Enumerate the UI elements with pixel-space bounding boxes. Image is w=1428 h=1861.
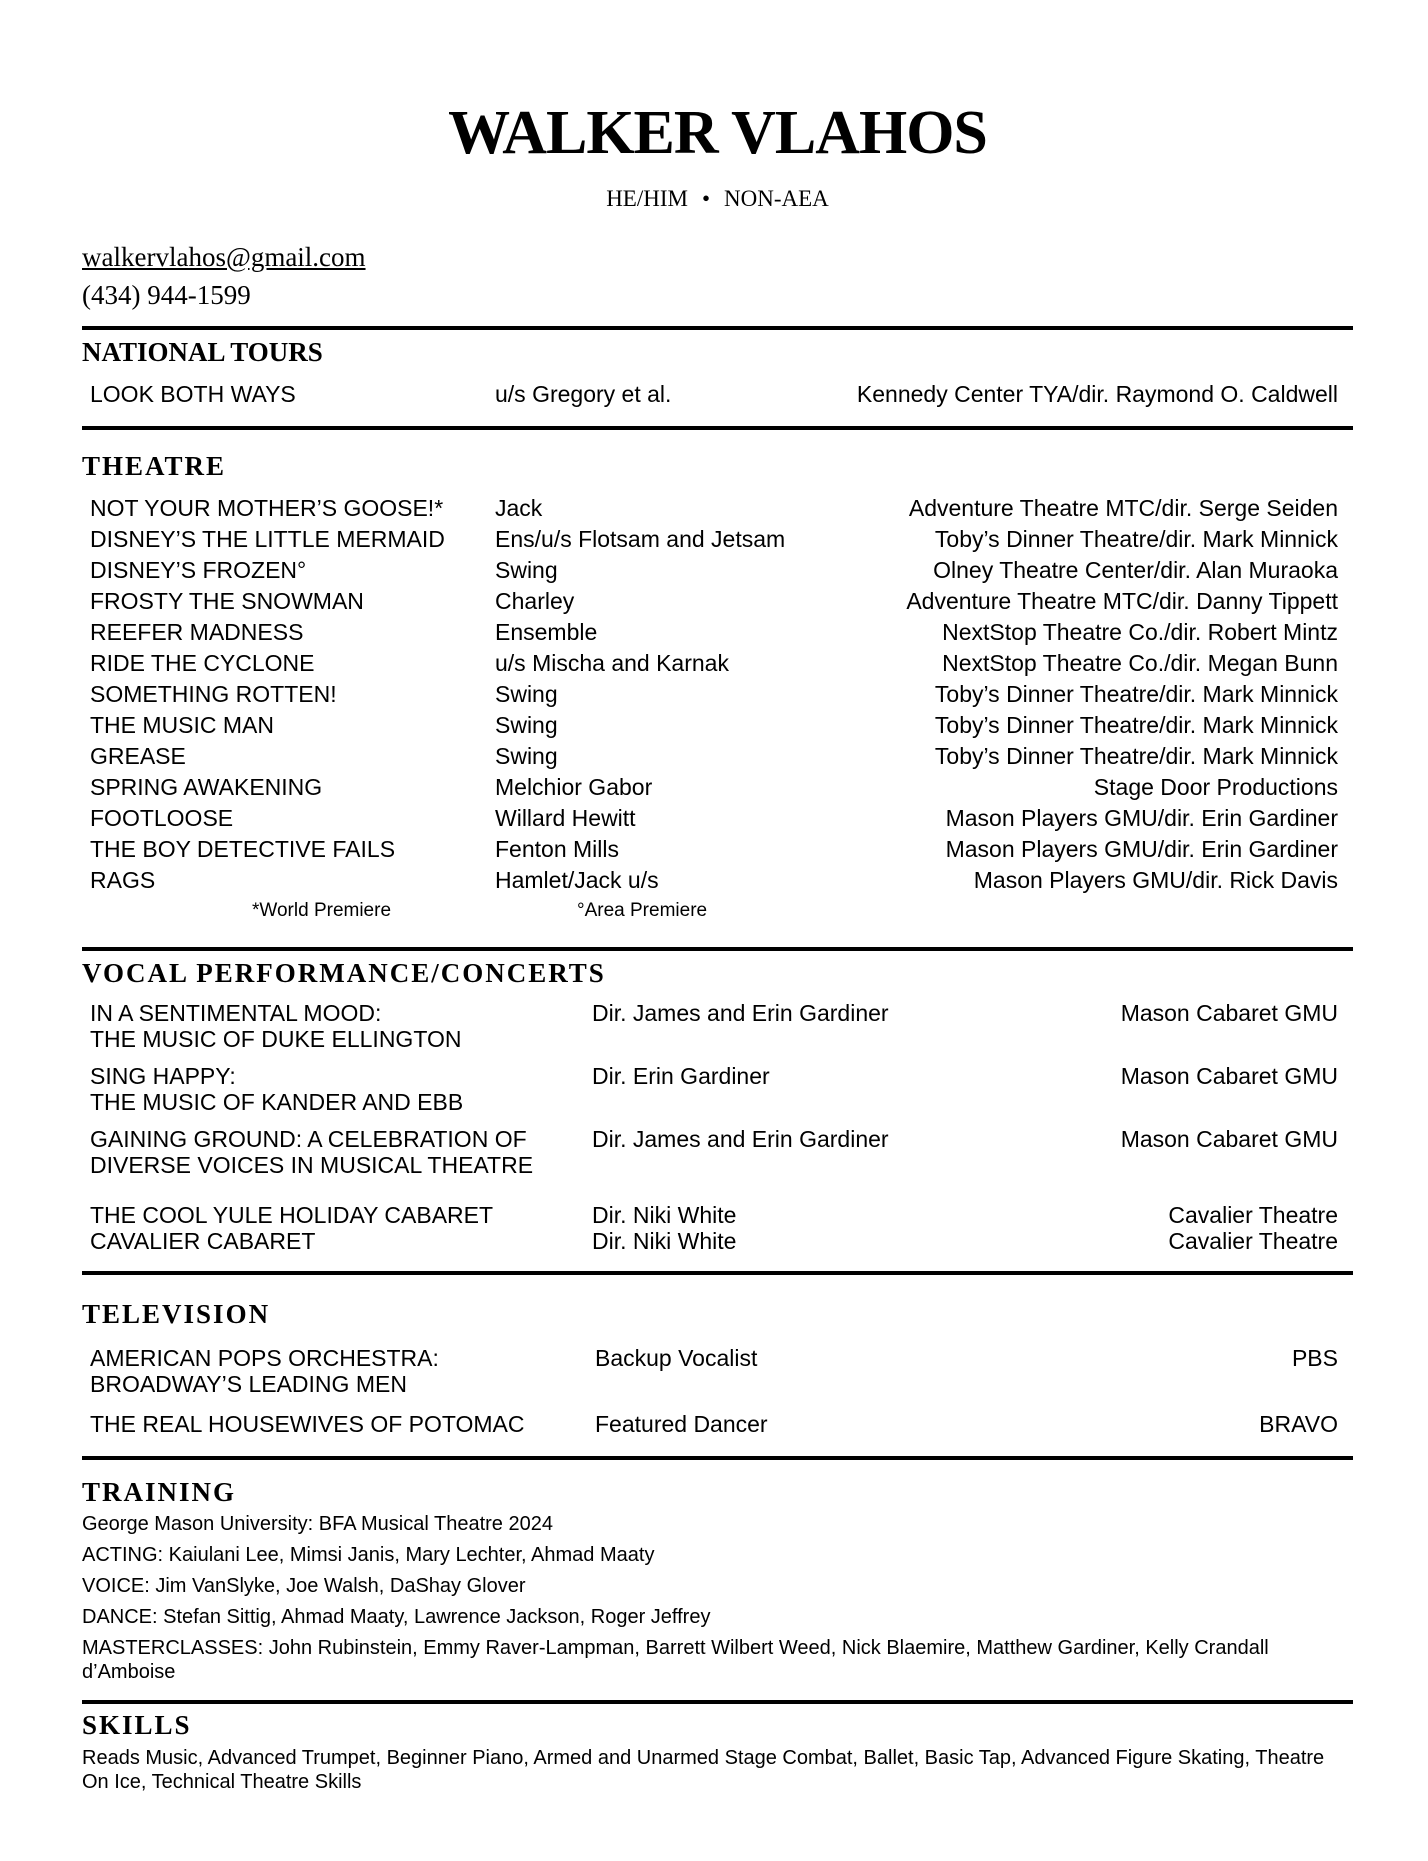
training-line: VOICE: Jim VanSlyke, Joe Walsh, DaShay Glover xyxy=(82,1575,526,1597)
concert-title-line: GAINING GROUND: A CELEBRATION OF xyxy=(90,1126,527,1152)
role: Jack xyxy=(495,495,543,521)
tv-role: Featured Dancer xyxy=(595,1411,768,1437)
role: u/s Gregory et al. xyxy=(495,381,672,407)
theatre-row xyxy=(90,834,1338,865)
venue: Toby’s Dinner Theatre/dir. Mark Minnick xyxy=(934,743,1338,769)
venue: Toby’s Dinner Theatre/dir. Mark Minnick xyxy=(934,712,1338,738)
concert-title-line: THE MUSIC OF KANDER AND EBB xyxy=(90,1089,464,1115)
theatre-row xyxy=(90,617,1338,648)
venue: Stage Door Productions xyxy=(1093,774,1338,800)
concert-title xyxy=(90,1063,463,1115)
venue: Mason Cabaret GMU xyxy=(1120,1000,1338,1026)
venue: Mason Cabaret GMU xyxy=(1120,1126,1338,1152)
section-title-theatre: THEATRE xyxy=(82,451,227,481)
director: Dir. James and Erin Gardiner xyxy=(592,1000,889,1026)
section-divider xyxy=(82,1271,1353,1275)
role: Hamlet/Jack u/s xyxy=(495,867,659,893)
theatre-row xyxy=(90,741,1338,772)
tv-title: THE REAL HOUSEWIVES OF POTOMAC xyxy=(90,1411,525,1437)
venue: Adventure Theatre MTC/dir. Danny Tippett xyxy=(906,588,1338,614)
show-title: RAGS xyxy=(90,867,156,893)
pronouns-union-line xyxy=(82,186,1353,212)
show-title: DISNEY’S THE LITTLE MERMAID xyxy=(90,526,445,552)
section-title-skills: SKILLS xyxy=(82,1710,192,1740)
show-title: FOOTLOOSE xyxy=(90,805,234,831)
resume-page xyxy=(82,0,1353,1861)
venue: Mason Players GMU/dir. Rick Davis xyxy=(973,867,1338,893)
show-title: RIDE THE CYCLONE xyxy=(90,650,315,676)
venue: Mason Cabaret GMU xyxy=(1120,1063,1338,1089)
union-status: NON-AEA xyxy=(724,186,829,211)
theatre-row xyxy=(90,865,1338,896)
world-premiere-note: *World Premiere xyxy=(252,900,392,921)
tv-row xyxy=(90,1345,1338,1397)
show-title: FROSTY THE SNOWMAN xyxy=(90,588,364,614)
show-title: SOMETHING ROTTEN! xyxy=(90,681,337,707)
area-premiere-note: °Area Premiere xyxy=(577,900,708,921)
role: Charley xyxy=(495,588,575,614)
theatre-row xyxy=(90,679,1338,710)
theatre-row xyxy=(90,524,1338,555)
role: u/s Mischa and Karnak xyxy=(495,650,729,676)
show-title: SPRING AWAKENING xyxy=(90,774,323,800)
concert-title-line: DIVERSE VOICES IN MUSICAL THEATRE xyxy=(90,1152,534,1178)
director: Dir. Erin Gardiner xyxy=(592,1063,770,1089)
training-line: MASTERCLASSES: John Rubinstein, Emmy Raver-Lampman, Barrett Wilbert Weed, Nick Blaemire, Matthew Gardiner, Kelly Crandall d’Amboise xyxy=(82,1637,1269,1683)
actor-name: WALKER VLAHOS xyxy=(448,99,987,167)
section-title-training: TRAINING xyxy=(82,1477,237,1507)
theatre-row xyxy=(90,493,1338,524)
training-line: DANCE: Stefan Sittig, Ahmad Maaty, Lawrence Jackson, Roger Jeffrey xyxy=(82,1606,711,1628)
venue: Toby’s Dinner Theatre/dir. Mark Minnick xyxy=(934,526,1338,552)
concert-title xyxy=(90,1126,533,1178)
venue: Olney Theatre Center/dir. Alan Muraoka xyxy=(933,557,1338,583)
venue: Toby’s Dinner Theatre/dir. Mark Minnick xyxy=(934,681,1338,707)
concert-row xyxy=(90,1202,1338,1228)
tv-row xyxy=(90,1411,1338,1437)
venue: NextStop Theatre Co./dir. Megan Bunn xyxy=(942,650,1338,676)
section-divider xyxy=(82,1456,1353,1460)
venue: Cavalier Theatre xyxy=(1168,1228,1338,1254)
venue: Mason Players GMU/dir. Erin Gardiner xyxy=(945,836,1338,862)
concert-title-line: SING HAPPY: xyxy=(90,1063,236,1089)
tour-row xyxy=(90,379,1338,410)
role: Swing xyxy=(495,712,558,738)
concert-row xyxy=(90,1228,1338,1254)
concert-title: CAVALIER CABARET xyxy=(90,1228,316,1254)
tv-title xyxy=(90,1345,439,1397)
concert-title-line: THE MUSIC OF DUKE ELLINGTON xyxy=(90,1026,462,1052)
training-line: George Mason University: BFA Musical Theatre 2024 xyxy=(82,1513,553,1535)
section-divider xyxy=(82,947,1353,951)
concert-row xyxy=(90,1126,1338,1178)
concert-title xyxy=(90,1000,461,1052)
theatre-row xyxy=(90,586,1338,617)
tv-title-line: BROADWAY’S LEADING MEN xyxy=(90,1371,407,1397)
theatre-row xyxy=(90,648,1338,679)
show-title: GREASE xyxy=(90,743,186,769)
tv-network: PBS xyxy=(1291,1345,1338,1371)
theatre-row xyxy=(90,803,1338,834)
show-title: REEFER MADNESS xyxy=(90,619,304,645)
pronouns: HE/HIM xyxy=(606,186,688,211)
role: Willard Hewitt xyxy=(495,805,636,831)
section-divider xyxy=(82,326,1353,330)
section-title-television: TELEVISION xyxy=(82,1299,271,1329)
email-link[interactable]: walkervlahos@gmail.com xyxy=(82,242,366,272)
separator-dot: • xyxy=(701,186,711,211)
skills-text: Reads Music, Advanced Trumpet, Beginner Piano, Armed and Unarmed Stage Combat, Ballet, Basic Tap, Advanced Figure Skating, Theatre On Ice, Technical Theatre Skills xyxy=(82,1747,1325,1793)
role: Swing xyxy=(495,681,558,707)
show-title: LOOK BOTH WAYS xyxy=(90,381,296,407)
role: Ensemble xyxy=(495,619,598,645)
section-title-vocal: VOCAL PERFORMANCE/CONCERTS xyxy=(82,958,606,988)
tv-network: BRAVO xyxy=(1259,1411,1338,1437)
director: Dir. Niki White xyxy=(592,1228,737,1254)
section-title-national-tours: NATIONAL TOURS xyxy=(82,337,323,367)
concert-row xyxy=(90,1000,1338,1052)
role: Swing xyxy=(495,743,558,769)
show-title: THE BOY DETECTIVE FAILS xyxy=(90,836,396,862)
training-line: ACTING: Kaiulani Lee, Mimsi Janis, Mary Lechter, Ahmad Maaty xyxy=(82,1544,655,1566)
role: Ens/u/s Flotsam and Jetsam xyxy=(495,526,786,552)
theatre-row xyxy=(90,772,1338,803)
role: Melchior Gabor xyxy=(495,774,653,800)
show-title: THE MUSIC MAN xyxy=(90,712,274,738)
director: Dir. James and Erin Gardiner xyxy=(592,1126,889,1152)
venue: Mason Players GMU/dir. Erin Gardiner xyxy=(945,805,1338,831)
phone-number: (434) 944-1599 xyxy=(82,280,251,310)
show-title: DISNEY’S FROZEN° xyxy=(90,557,307,583)
section-divider xyxy=(82,426,1353,430)
venue: Cavalier Theatre xyxy=(1168,1202,1338,1228)
concert-title-line: IN A SENTIMENTAL MOOD: xyxy=(90,1000,382,1026)
role: Swing xyxy=(495,557,558,583)
show-title: NOT YOUR MOTHER’S GOOSE!* xyxy=(90,495,444,521)
concert-row xyxy=(90,1063,1338,1115)
theatre-row xyxy=(90,555,1338,586)
concert-title: THE COOL YULE HOLIDAY CABARET xyxy=(90,1202,494,1228)
theatre-row xyxy=(90,710,1338,741)
tv-title-line: AMERICAN POPS ORCHESTRA: xyxy=(90,1345,439,1371)
venue: Adventure Theatre MTC/dir. Serge Seiden xyxy=(908,495,1338,521)
section-divider xyxy=(82,1700,1353,1704)
tv-role: Backup Vocalist xyxy=(595,1345,758,1371)
venue: NextStop Theatre Co./dir. Robert Mintz xyxy=(942,619,1338,645)
director: Dir. Niki White xyxy=(592,1202,737,1228)
role: Fenton Mills xyxy=(495,836,619,862)
venue: Kennedy Center TYA/dir. Raymond O. Caldwell xyxy=(856,381,1338,407)
